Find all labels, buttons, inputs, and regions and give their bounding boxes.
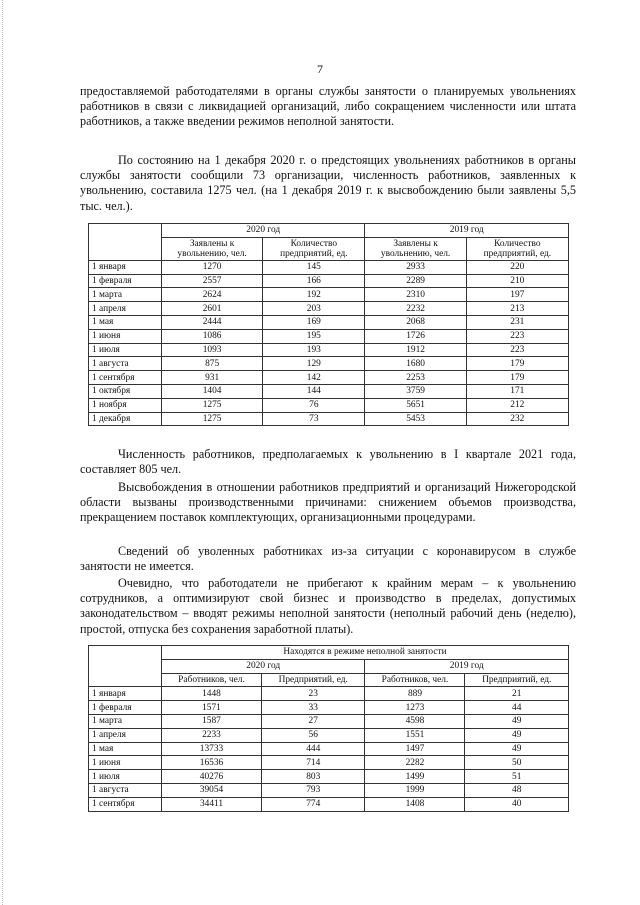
cell: 21 — [465, 687, 569, 701]
cell: 166 — [263, 274, 365, 288]
cell: 1273 — [365, 701, 465, 715]
cell: 23 — [261, 687, 365, 701]
table-row — [89, 756, 569, 770]
cell: 213 — [466, 302, 568, 316]
table-row — [89, 384, 569, 398]
cell: 889 — [365, 687, 465, 701]
row-date: 1 сентября — [89, 797, 162, 811]
cell: 142 — [263, 371, 365, 385]
cell: 931 — [162, 371, 263, 385]
table-row — [89, 329, 569, 343]
cell: 192 — [263, 288, 365, 302]
cell: 51 — [465, 770, 569, 784]
cell: 220 — [466, 260, 568, 274]
paragraph-4: Высвобождения в отношении работников предприятий и организаций Нижегородской области вызваны производственными причинами: снижением объемов производства, прекращением поставок комплектующих, организационными процедурами. — [80, 480, 576, 525]
cell: 444 — [261, 742, 365, 756]
table-row — [89, 357, 569, 371]
cell: 2068 — [365, 315, 466, 329]
cell: 1912 — [365, 343, 466, 357]
table-row — [89, 783, 569, 797]
cell: 1093 — [162, 343, 263, 357]
cell: 1551 — [365, 728, 465, 742]
cell: 2557 — [162, 274, 263, 288]
table-row — [89, 371, 569, 385]
paragraph-1: предоставляемой работодателями в органы службы занятости о планируемых увольнениях работников в связи с ликвидацией организаций, либо сокращением численности или штата работников, а также введении режимов неполной занятости. — [80, 84, 576, 129]
cell: 803 — [261, 770, 365, 784]
row-date: 1 августа — [89, 783, 162, 797]
paragraph-2: По состоянию на 1 декабря 2020 г. о предстоящих увольнениях работников в органы службы занятости сообщили 73 организации, численность работников, заявленных к увольнению, составила 1275 чел. (на 1 декабря 2019 г. к высвобождению были заявлены 5,5 тыс. чел.). — [80, 153, 576, 213]
cell: 1587 — [162, 714, 262, 728]
cell: 210 — [466, 274, 568, 288]
cell: 171 — [466, 384, 568, 398]
col-declared-2020: Заявлены к увольнению, чел. — [162, 237, 263, 260]
cell: 3759 — [365, 384, 466, 398]
table-row — [89, 742, 569, 756]
row-date: 1 июня — [89, 329, 162, 343]
row-date: 1 марта — [89, 288, 162, 302]
cell: 179 — [466, 371, 568, 385]
col-workers-2020: Работников, чел. — [162, 673, 262, 687]
cell: 2601 — [162, 302, 263, 316]
row-date: 1 сентября — [89, 371, 162, 385]
cell: 76 — [263, 398, 365, 412]
row-date: 1 декабря — [89, 412, 162, 426]
row-date: 1 января — [89, 687, 162, 701]
row-date: 1 июля — [89, 770, 162, 784]
row-date: 1 апреля — [89, 302, 162, 316]
cell: 203 — [263, 302, 365, 316]
table-row — [89, 797, 569, 811]
col-companies-2019: Предприятий, ед. — [465, 673, 569, 687]
cell: 49 — [465, 742, 569, 756]
table-row — [89, 770, 569, 784]
table-row — [89, 728, 569, 742]
cell: 1726 — [365, 329, 466, 343]
table-row — [89, 412, 569, 426]
cell: 1497 — [365, 742, 465, 756]
row-date: 1 августа — [89, 357, 162, 371]
layoffs-table — [88, 223, 569, 426]
cell: 39054 — [162, 783, 262, 797]
cell: 223 — [466, 329, 568, 343]
cell: 1275 — [162, 412, 263, 426]
cell: 48 — [465, 783, 569, 797]
cell: 33 — [261, 701, 365, 715]
col-count-2020: Количество предприятий, ед. — [263, 237, 365, 260]
table-row — [89, 701, 569, 715]
cell: 2253 — [365, 371, 466, 385]
cell: 1270 — [162, 260, 263, 274]
col-workers-2019: Работников, чел. — [365, 673, 465, 687]
col-count-2019: Количество предприятий, ед. — [466, 237, 568, 260]
cell: 44 — [465, 701, 569, 715]
cell: 5651 — [365, 398, 466, 412]
year-2020-header: 2020 год — [162, 224, 365, 238]
row-date: 1 февраля — [89, 701, 162, 715]
row-date: 1 мая — [89, 315, 162, 329]
paragraph-6: Очевидно, что работодатели не прибегают к крайним мерам – к увольнению сотрудников, а оптимизируют свой бизнес и производство в пределах, допустимых законодательством – вводят режимы неполной занятости (неполный рабочий день (неделю), простой, отпуска без сохранения заработной платы). — [80, 576, 576, 636]
year-2019-header: 2019 год — [365, 659, 569, 673]
cell: 1499 — [365, 770, 465, 784]
cell: 40 — [465, 797, 569, 811]
cell: 49 — [465, 728, 569, 742]
cell: 232 — [466, 412, 568, 426]
cell: 56 — [261, 728, 365, 742]
row-date: 1 января — [89, 260, 162, 274]
row-date: 1 февраля — [89, 274, 162, 288]
table-row — [89, 398, 569, 412]
cell: 50 — [465, 756, 569, 770]
cell: 129 — [263, 357, 365, 371]
cell: 27 — [261, 714, 365, 728]
row-date: 1 апреля — [89, 728, 162, 742]
row-date: 1 июня — [89, 756, 162, 770]
row-date: 1 июля — [89, 343, 162, 357]
cell: 2233 — [162, 728, 262, 742]
table-corner — [89, 224, 162, 261]
cell: 714 — [261, 756, 365, 770]
table-row — [89, 288, 569, 302]
cell: 875 — [162, 357, 263, 371]
table-row — [89, 687, 569, 701]
cell: 793 — [261, 783, 365, 797]
row-date: 1 ноября — [89, 398, 162, 412]
cell: 73 — [263, 412, 365, 426]
year-2019-header: 2019 год — [365, 224, 569, 238]
cell: 1404 — [162, 384, 263, 398]
table-corner — [89, 646, 162, 687]
part-time-table — [88, 645, 569, 812]
table-row — [89, 343, 569, 357]
row-date: 1 мая — [89, 742, 162, 756]
cell: 1448 — [162, 687, 262, 701]
row-date: 1 октября — [89, 384, 162, 398]
group-header: Находятся в режиме неполной занятости — [162, 646, 569, 660]
cell: 145 — [263, 260, 365, 274]
cell: 2232 — [365, 302, 466, 316]
cell: 40276 — [162, 770, 262, 784]
cell: 1275 — [162, 398, 263, 412]
cell: 34411 — [162, 797, 262, 811]
cell: 231 — [466, 315, 568, 329]
col-declared-2019: Заявлены к увольнению, чел. — [365, 237, 466, 260]
cell: 169 — [263, 315, 365, 329]
col-companies-2020: Предприятий, ед. — [261, 673, 365, 687]
cell: 13733 — [162, 742, 262, 756]
table-row — [89, 274, 569, 288]
paragraph-3: Численность работников, предполагаемых к увольнению в I квартале 2021 года, составляет 805 чел. — [80, 447, 576, 477]
cell: 49 — [465, 714, 569, 728]
cell: 5453 — [365, 412, 466, 426]
cell: 212 — [466, 398, 568, 412]
cell: 1571 — [162, 701, 262, 715]
cell: 144 — [263, 384, 365, 398]
cell: 2310 — [365, 288, 466, 302]
cell: 16536 — [162, 756, 262, 770]
cell: 2624 — [162, 288, 263, 302]
cell: 1680 — [365, 357, 466, 371]
cell: 197 — [466, 288, 568, 302]
year-2020-header: 2020 год — [162, 659, 365, 673]
cell: 193 — [263, 343, 365, 357]
table-row — [89, 714, 569, 728]
page-number: 7 — [317, 62, 323, 76]
paragraph-5: Сведений об уволенных работниках из-за ситуации с коронавирусом в службе занятости не имеется. — [80, 544, 576, 574]
cell: 1999 — [365, 783, 465, 797]
cell: 774 — [261, 797, 365, 811]
cell: 2933 — [365, 260, 466, 274]
table-row — [89, 260, 569, 274]
cell: 2289 — [365, 274, 466, 288]
table-row — [89, 302, 569, 316]
cell: 179 — [466, 357, 568, 371]
cell: 2282 — [365, 756, 465, 770]
scan-edge-line — [2, 0, 4, 905]
cell: 223 — [466, 343, 568, 357]
cell: 1408 — [365, 797, 465, 811]
cell: 1086 — [162, 329, 263, 343]
row-date: 1 марта — [89, 714, 162, 728]
cell: 195 — [263, 329, 365, 343]
cell: 2444 — [162, 315, 263, 329]
table-row — [89, 315, 569, 329]
cell: 4598 — [365, 714, 465, 728]
